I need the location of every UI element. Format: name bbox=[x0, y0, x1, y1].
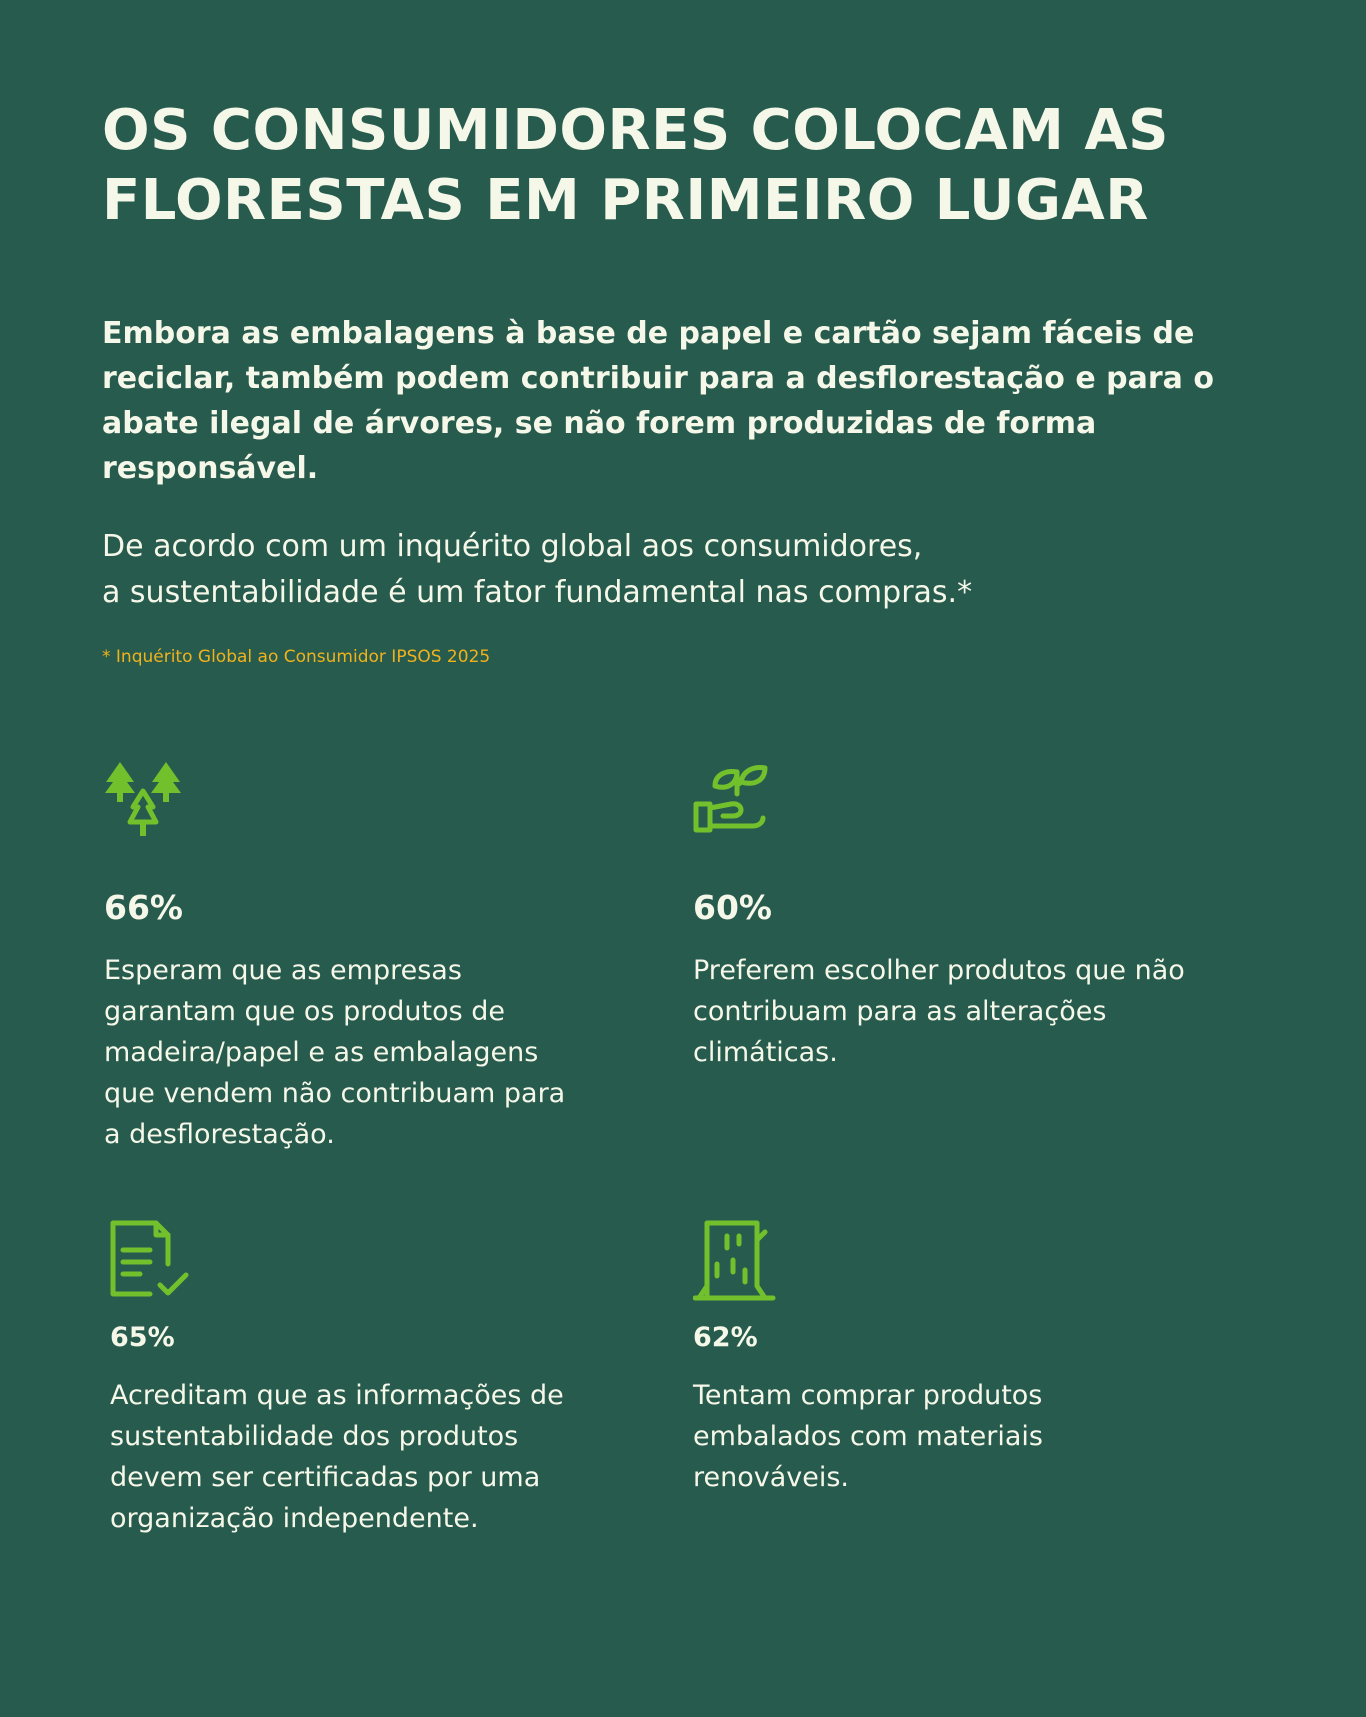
stat-description-line: Tentam comprar produtos bbox=[693, 1380, 1043, 1411]
stat-description bbox=[693, 950, 1185, 1073]
document-check-icon bbox=[110, 1220, 200, 1310]
stat-description-line: sustentabilidade dos produtos bbox=[110, 1421, 519, 1452]
trees-icon bbox=[104, 760, 194, 850]
stat-description-line: Preferem escolher produtos que não bbox=[693, 955, 1185, 986]
stat-percent: 62% bbox=[693, 1322, 758, 1353]
intro-regular-line: a sustentabilidade é um fator fundamental nas compras.* bbox=[102, 575, 973, 610]
stat-description-line: embalados com materiais bbox=[693, 1421, 1043, 1452]
stat-description bbox=[693, 1375, 1043, 1498]
page-title bbox=[102, 96, 1282, 236]
intro-bold-line: reciclar, também podem contribuir para a desflorestação e para o bbox=[102, 361, 1214, 396]
stat-description-line: devem ser certificadas por uma bbox=[110, 1462, 541, 1493]
stat-percent: 60% bbox=[693, 888, 772, 927]
stat-description bbox=[110, 1375, 564, 1539]
intro-bold-line: abate ilegal de árvores, se não forem produzidas de forma bbox=[102, 406, 1097, 441]
stat-description-line: Esperam que as empresas bbox=[104, 955, 462, 986]
intro-regular-line: De acordo com um inquérito global aos consumidores, bbox=[102, 529, 923, 564]
stat-description-line: contribuam para as alterações bbox=[693, 996, 1107, 1027]
stat-description-line: madeira/papel e as embalagens bbox=[104, 1037, 539, 1068]
page-title-line: FLORESTAS EM PRIMEIRO LUGAR bbox=[102, 168, 1149, 233]
page-title-line: OS CONSUMIDORES COLOCAM AS bbox=[102, 98, 1169, 163]
intro-regular-paragraph bbox=[102, 524, 1282, 616]
survey-footnote: * Inquérito Global ao Consumidor IPSOS 2025 bbox=[102, 647, 491, 667]
stat-description-line: Acreditam que as informações de bbox=[110, 1380, 564, 1411]
stat-description-line: garantam que os produtos de bbox=[104, 996, 505, 1027]
stat-description-line: renováveis. bbox=[693, 1462, 850, 1493]
stat-description-line: climáticas. bbox=[693, 1037, 838, 1068]
stat-description-line: a desflorestação. bbox=[104, 1119, 335, 1150]
stat-description-line: organização independente. bbox=[110, 1503, 479, 1534]
stat-description bbox=[104, 950, 565, 1155]
intro-bold-line: responsável. bbox=[102, 451, 319, 486]
stat-description-line: que vendem não contribuam para bbox=[104, 1078, 566, 1109]
hand-plant-icon bbox=[693, 760, 783, 850]
stat-percent: 65% bbox=[110, 1322, 175, 1353]
stat-percent: 66% bbox=[104, 888, 183, 927]
intro-bold-line: Embora as embalagens à base de papel e cartão sejam fáceis de bbox=[102, 316, 1195, 351]
tree-trunk-icon bbox=[693, 1220, 783, 1310]
intro-bold-paragraph bbox=[102, 311, 1282, 491]
